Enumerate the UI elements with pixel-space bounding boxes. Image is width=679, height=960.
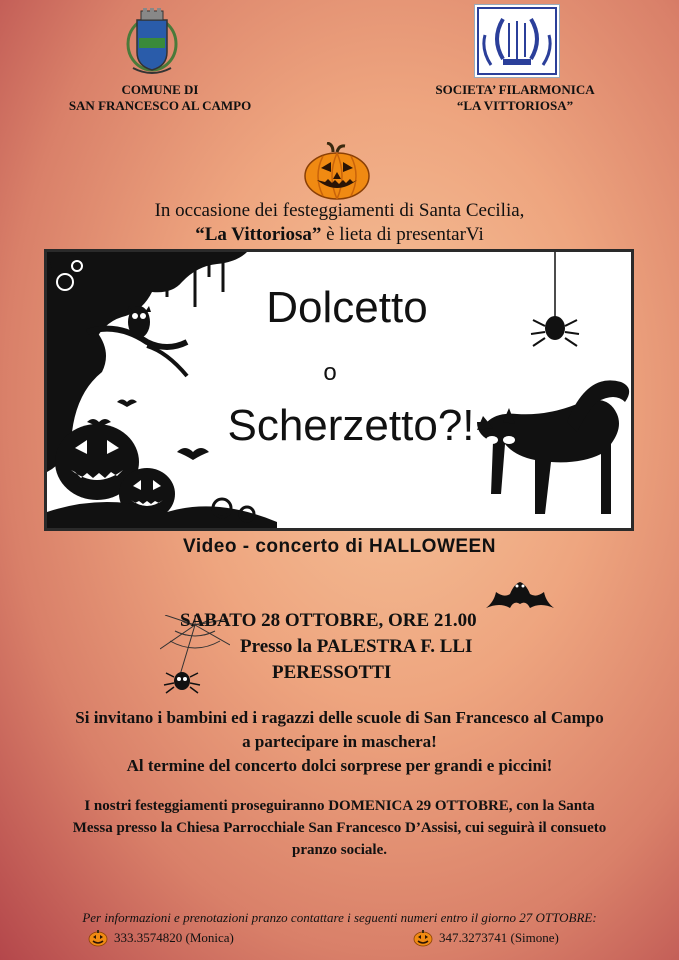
banner-title-2: Scherzetto?! (227, 401, 475, 450)
contact-monica (88, 929, 234, 947)
pumpkin-icon (303, 142, 371, 200)
philharmonic-line-1: SOCIETA’ FILARMONICA (435, 82, 595, 97)
subtitle-part-4: HALLOWEEN (369, 536, 496, 557)
invitation-line-2: a partecipare in maschera! (242, 732, 437, 751)
philharmonic-lyre-logo (474, 4, 560, 78)
contact-simone (413, 929, 559, 947)
festivities-line-1: I nostri festeggiamenti proseguiranno DOMENICA 29 OTTOBRE, con la Santa (84, 798, 595, 814)
banner-title-mid: o (323, 359, 337, 386)
banner-title-1: Dolcetto (266, 283, 428, 332)
intro-line-1: In occasione dei festeggiamenti di Santa Cecilia, (154, 200, 525, 221)
concert-subtitle (0, 536, 679, 558)
intro-line-2 (0, 224, 679, 246)
municipality-line-2: SAN FRANCESCO AL CAMPO (68, 98, 252, 113)
festivities-line-3: pranzo sociale. (292, 842, 387, 858)
pumpkin-icon (413, 929, 433, 947)
contact-monica-text: 333.3574820 (Monica) (114, 930, 234, 945)
subtitle-separator: - (236, 536, 256, 557)
invitation-line-3: Al termine del concerto dolci sorprese per grandi e piccini! (126, 756, 553, 775)
philharmonic-name (400, 82, 630, 114)
banner-illustration (47, 252, 631, 528)
philharmonic-line-2: “LA VITTORIOSA” (456, 98, 574, 113)
bat-icon (484, 568, 556, 614)
association-name: “La Vittoriosa” (195, 224, 322, 245)
municipal-crest-logo (125, 8, 179, 76)
municipality-name (40, 82, 280, 114)
festivities-line-2: Messa presso la Chiesa Parrocchiale San Francesco D’Assisi, cui seguirà il consueto (72, 820, 607, 836)
subtitle-part-1: Video (183, 536, 237, 557)
event-venue-line-1: Presso la PALESTRA F. LLI (240, 636, 473, 657)
subtitle-part-3: di (339, 536, 370, 557)
event-venue-line-2: PERESSOTTI (272, 662, 392, 683)
invitation-line-1: Si invitano i bambini ed i ragazzi delle scuole di San Francesco al Campo (75, 708, 604, 727)
intro-line-2-rest: è lieta di presentarVi (321, 224, 484, 245)
contact-simone-text: 347.3273741 (Simone) (439, 930, 559, 945)
subtitle-part-2: concerto (255, 536, 340, 557)
pumpkin-icon (88, 929, 108, 947)
contact-info-text: Per informazioni e prenotazioni pranzo contattare i seguenti numeri entro il giorno 27 OTTOBRE: (82, 910, 597, 925)
event-date-time: SABATO 28 OTTOBRE, ORE 21.00 (180, 610, 477, 631)
halloween-banner (44, 249, 634, 531)
municipality-line-1: COMUNE DI (121, 82, 199, 97)
